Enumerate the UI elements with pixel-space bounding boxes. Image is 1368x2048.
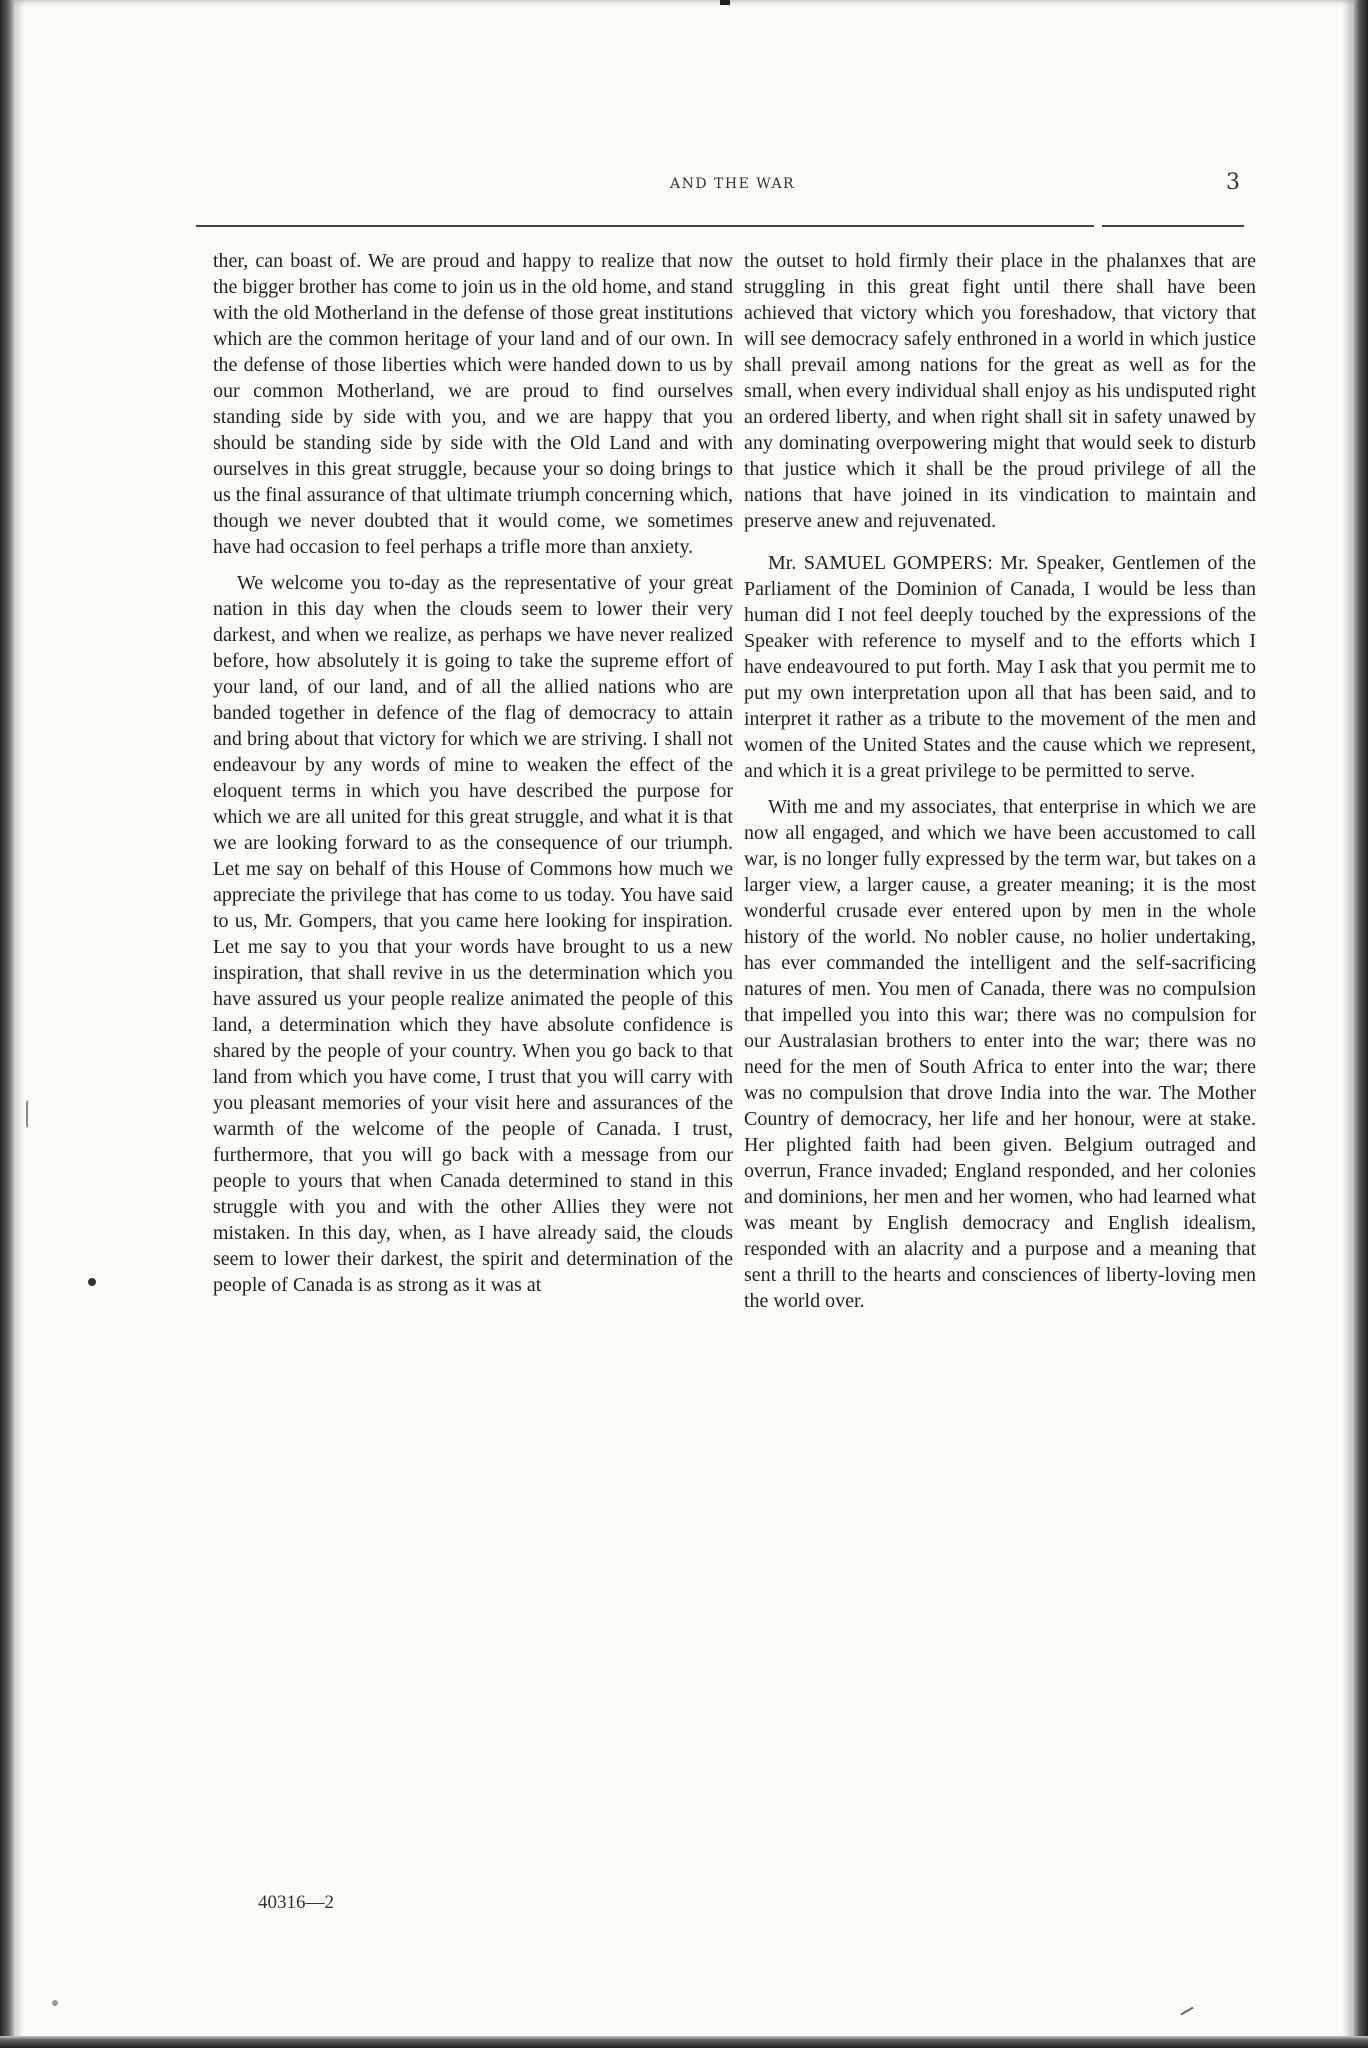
printer-signature: 40316—2: [258, 1892, 334, 1913]
scan-left-edge: [0, 0, 14, 2048]
scan-margin-mark: [26, 1100, 32, 1128]
paragraph: ther, can boast of. We are proud and happy to realize that now the bigger brother has come to join us in the old home, and stand with the old Motherland in the defense of those great institutions which are the common heritage of your land and of our own. In the defense of those liberties which were handed down to us by our common Motherland, we are proud to find ourselves standing side by side with you, and we are happy that you should be standing side by side with the Old Land and with ourselves in this great struggle, because your so doing brings to us the final assurance of that ultimate triumph concerning which, though we never doubted that it would come, we sometimes have had occasion to feel perhaps a trifle more than anxiety.: [213, 250, 733, 558]
page-number: 3: [1226, 170, 1240, 195]
paragraph: With me and my associates, that enterprise in which we are now all engaged, and which we have been accustomed to call war, is no longer fully expressed by the term war, but takes on a larger view, a larger cause, a greater meaning; it is the most wonderful crusade ever entered upon by men in the whole history of the world. No nobler cause, no holier undertaking, has ever commanded the intelligent and the self-sacrificing natures of men. You men of Canada, there was no compulsion that impelled you into this war; there was no compulsion for our Australasian brothers to enter into the war; there was no need for the men of South Africa to enter into the war; there was no compulsion that drove India into the war. The Mother Country of democracy, her life and her honour, were at stake. Her plighted faith had been given. Belgium outraged and overrun, France invaded; England responded, and her colonies and dominions, her men and her women, who had learned what was meant by English democracy and English idealism, responded with an alacrity and a purpose and a meaning that sent a thrill to the hearts and consciences of liberty-loving men the world over.: [744, 796, 1256, 1312]
header-rule-left: [196, 225, 1094, 227]
running-head: AND THE WAR: [670, 176, 796, 192]
scan-top-mark: [720, 0, 730, 5]
paragraph: We welcome you to-day as the representative of your great nation in this day when the clouds seem to lower their very darkest, and when we realize, as perhaps we have never realized before, how absolutely it is going to take the supreme effort of your land, of our land, and of all the allied nations who are banded together in defence of the flag of democracy to attain and bring about that victory for which we are striving. I shall not endeavour by any words of mine to weaken the effect of the eloquent terms in which you have described the purpose for which we are all united for this great struggle, and what it is that we are looking forward to as the consequence of our triumph. Let me say on behalf of this House of Commons how much we appreciate the privilege that has come to us today. You have said to us, Mr. Gompers, that you came here looking for inspiration. Let me say to you that your words have brought to us a new inspiration, that shall revive in us the determination which you have assured us your people realize animated the people of this land, a determination which they have absolute confidence is shared by the people of your country. When you go back to that land from which you have come, I trust that you will carry with you pleasant memories of your visit here and assurances of the warmth of the welcome of the people of Canada. I trust, furthermore, that you will go back with a message from our people to yours that when Canada determined to stand in this struggle with you and with the other Allies they were not mistaken. In this day, when, as I have already said, the clouds seem to lower their darkest, the spirit and determination of the people of Canada is as strong as it was at: [213, 572, 733, 1296]
scan-bottom-edge: [0, 2036, 1368, 2048]
paragraph: Mr. SAMUEL GOMPERS: Mr. Speaker, Gentlemen of the Parliament of the Dominion of Canada, I would be less than human did I not feel deeply touched by the expressions of the Speaker with reference to myself and to the efforts which I have endeavoured to put forth. May I ask that you permit me to put my own interpretation upon all that has been said, and to interpret it rather as a tribute to the movement of the men and women of the United States and the cause which we represent, and which it is a great privilege to be permitted to serve.: [744, 552, 1256, 782]
paragraph: the outset to hold firmly their place in the phalanxes that are struggling in this great fight until there shall have been achieved that victory which you foreshadow, that victory that will see democracy safely enthroned in a world in which justice shall prevail among nations for the great as well as for the small, when every individual shall enjoy as his undisputed right an ordered liberty, and when right shall sit in safety unawed by any dominating overpowering might that would seek to disturb that justice which it shall be the proud privilege of all the nations that have joined in its vindication to maintain and preserve anew and rejuvenated.: [744, 250, 1256, 532]
scan-speck: [52, 2000, 58, 2006]
left-text-column: [213, 248, 733, 1298]
scan-right-edge: [1354, 0, 1368, 2048]
header-rule-right: [1102, 225, 1244, 227]
right-text-column: [744, 248, 1256, 1314]
scan-speck: [88, 1278, 96, 1286]
